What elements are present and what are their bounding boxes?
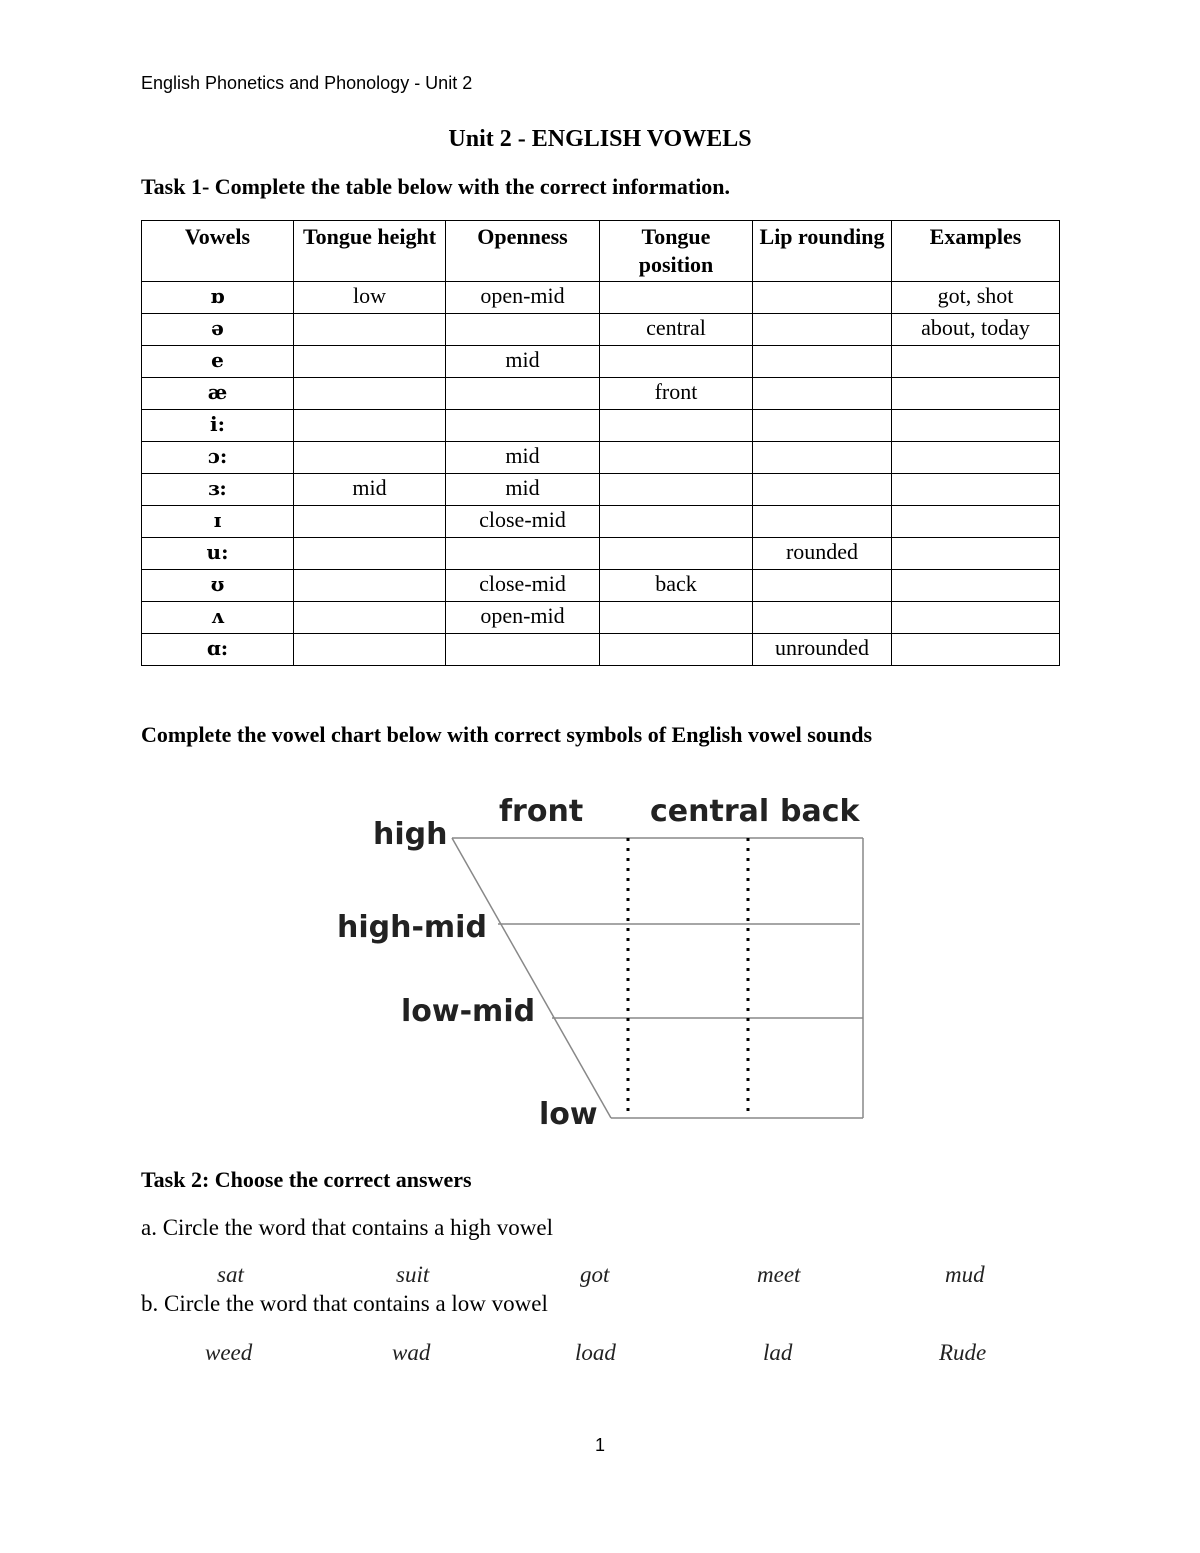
task1-heading: Task 1- Complete the table below with the correct information. bbox=[141, 174, 731, 199]
question-b: b. Circle the word that contains a low vowel bbox=[141, 1291, 548, 1316]
cell-openness bbox=[446, 410, 600, 442]
option-b-2[interactable]: wad bbox=[392, 1340, 431, 1365]
cell-vowel: ɪ bbox=[142, 506, 294, 538]
cell-vowel: ə bbox=[142, 314, 294, 346]
cell-tongue-position bbox=[600, 282, 753, 314]
cell-vowel: i: bbox=[142, 410, 294, 442]
vowel-table-row bbox=[142, 570, 1060, 602]
cell-vowel: æ bbox=[142, 378, 294, 410]
cell-examples bbox=[892, 442, 1060, 474]
cell-lip-rounding bbox=[753, 378, 892, 410]
vowel-table-row bbox=[142, 282, 1060, 314]
vowel-table-row bbox=[142, 474, 1060, 506]
document-title: Unit 2 - ENGLISH VOWELS bbox=[448, 126, 752, 152]
option-a-4[interactable]: meet bbox=[757, 1262, 801, 1287]
cell-tongue-height bbox=[294, 442, 446, 474]
cell-examples bbox=[892, 474, 1060, 506]
cell-vowel: ɔ: bbox=[142, 442, 294, 474]
option-a-5[interactable]: mud bbox=[945, 1262, 985, 1287]
cell-openness: open-mid bbox=[446, 602, 600, 634]
cell-openness bbox=[446, 314, 600, 346]
option-a-3[interactable]: got bbox=[580, 1262, 610, 1287]
cell-tongue-position: central bbox=[600, 314, 753, 346]
cell-examples bbox=[892, 346, 1060, 378]
cell-lip-rounding: rounded bbox=[753, 538, 892, 570]
cell-openness: mid bbox=[446, 442, 600, 474]
cell-lip-rounding bbox=[753, 602, 892, 634]
cell-tongue-height: low bbox=[294, 282, 446, 314]
option-a-1[interactable]: sat bbox=[217, 1262, 244, 1287]
cell-tongue-position bbox=[600, 602, 753, 634]
cell-vowel: ɒ bbox=[142, 282, 294, 314]
cell-tongue-height bbox=[294, 570, 446, 602]
cell-examples bbox=[892, 410, 1060, 442]
option-a-2[interactable]: suit bbox=[396, 1262, 430, 1287]
vowel-table-row bbox=[142, 346, 1060, 378]
vowel-table-header-row bbox=[142, 221, 1060, 282]
cell-openness bbox=[446, 378, 600, 410]
running-header: English Phonetics and Phonology - Unit 2 bbox=[141, 73, 473, 93]
option-b-1[interactable]: weed bbox=[205, 1340, 253, 1365]
cell-tongue-position bbox=[600, 538, 753, 570]
column-header-lip-rounding: Lip rounding bbox=[753, 221, 892, 282]
cell-tongue-height bbox=[294, 410, 446, 442]
cell-vowel: u: bbox=[142, 538, 294, 570]
question-a: a. Circle the word that contains a high vowel bbox=[141, 1215, 553, 1240]
chart-label-high-mid: high-mid bbox=[337, 910, 487, 945]
column-header-examples: Examples bbox=[892, 221, 1060, 282]
cell-lip-rounding bbox=[753, 314, 892, 346]
page-number: 1 bbox=[594, 1435, 605, 1455]
cell-vowel: ʊ bbox=[142, 570, 294, 602]
column-header-vowels: Vowels bbox=[142, 221, 294, 282]
cell-examples: about, today bbox=[892, 314, 1060, 346]
cell-openness bbox=[446, 634, 600, 666]
option-b-5[interactable]: Rude bbox=[939, 1340, 987, 1365]
cell-examples bbox=[892, 634, 1060, 666]
cell-lip-rounding bbox=[753, 282, 892, 314]
chart-label-front: front bbox=[499, 794, 584, 829]
vowel-table-row bbox=[142, 314, 1060, 346]
cell-tongue-height bbox=[294, 378, 446, 410]
cell-tongue-position bbox=[600, 346, 753, 378]
cell-openness bbox=[446, 538, 600, 570]
cell-examples bbox=[892, 378, 1060, 410]
cell-lip-rounding bbox=[753, 474, 892, 506]
cell-vowel: ɜ: bbox=[142, 474, 294, 506]
chart-label-low-mid: low-mid bbox=[401, 994, 536, 1029]
chart-slanted-front-line bbox=[452, 838, 611, 1118]
cell-lip-rounding bbox=[753, 346, 892, 378]
cell-vowel: ʌ bbox=[142, 602, 294, 634]
cell-openness: close-mid bbox=[446, 570, 600, 602]
cell-tongue-height bbox=[294, 506, 446, 538]
chart-label-back: back bbox=[780, 794, 860, 829]
chart-label-low: low bbox=[539, 1097, 598, 1132]
vowel-table bbox=[141, 220, 1060, 666]
cell-openness: close-mid bbox=[446, 506, 600, 538]
column-header-tongue-position: Tongue position bbox=[600, 221, 753, 282]
cell-examples bbox=[892, 506, 1060, 538]
cell-openness: open-mid bbox=[446, 282, 600, 314]
cell-examples bbox=[892, 538, 1060, 570]
option-b-4[interactable]: lad bbox=[763, 1340, 793, 1365]
vowel-table-row bbox=[142, 410, 1060, 442]
cell-vowel: ɑ: bbox=[142, 634, 294, 666]
cell-tongue-height bbox=[294, 346, 446, 378]
cell-examples bbox=[892, 570, 1060, 602]
cell-tongue-height bbox=[294, 634, 446, 666]
vowel-table-row bbox=[142, 442, 1060, 474]
vowel-table-row bbox=[142, 602, 1060, 634]
cell-tongue-position: front bbox=[600, 378, 753, 410]
column-header-tongue-height: Tongue height bbox=[294, 221, 446, 282]
vowel-chart bbox=[330, 785, 890, 1135]
cell-tongue-position bbox=[600, 506, 753, 538]
cell-openness: mid bbox=[446, 474, 600, 506]
cell-openness: mid bbox=[446, 346, 600, 378]
cell-tongue-position bbox=[600, 410, 753, 442]
cell-lip-rounding bbox=[753, 410, 892, 442]
vowel-table-row bbox=[142, 506, 1060, 538]
cell-lip-rounding bbox=[753, 506, 892, 538]
chart-label-high: high bbox=[373, 817, 448, 852]
cell-tongue-position bbox=[600, 442, 753, 474]
cell-tongue-height: mid bbox=[294, 474, 446, 506]
vowel-table-row bbox=[142, 378, 1060, 410]
cell-lip-rounding bbox=[753, 442, 892, 474]
vowel-table-row bbox=[142, 538, 1060, 570]
cell-lip-rounding bbox=[753, 570, 892, 602]
cell-tongue-position bbox=[600, 634, 753, 666]
cell-tongue-position: back bbox=[600, 570, 753, 602]
option-b-3[interactable]: load bbox=[575, 1340, 616, 1365]
cell-vowel: e bbox=[142, 346, 294, 378]
cell-lip-rounding: unrounded bbox=[753, 634, 892, 666]
cell-tongue-height bbox=[294, 314, 446, 346]
cell-examples: got, shot bbox=[892, 282, 1060, 314]
cell-tongue-position bbox=[600, 474, 753, 506]
cell-examples bbox=[892, 602, 1060, 634]
chart-label-central: central bbox=[650, 794, 770, 829]
cell-tongue-height bbox=[294, 602, 446, 634]
chart-heading: Complete the vowel chart below with correct symbols of English vowel sounds bbox=[141, 722, 873, 747]
column-header-openness: Openness bbox=[446, 221, 600, 282]
cell-tongue-height bbox=[294, 538, 446, 570]
task2-heading: Task 2: Choose the correct answers bbox=[141, 1167, 472, 1192]
vowel-table-row bbox=[142, 634, 1060, 666]
